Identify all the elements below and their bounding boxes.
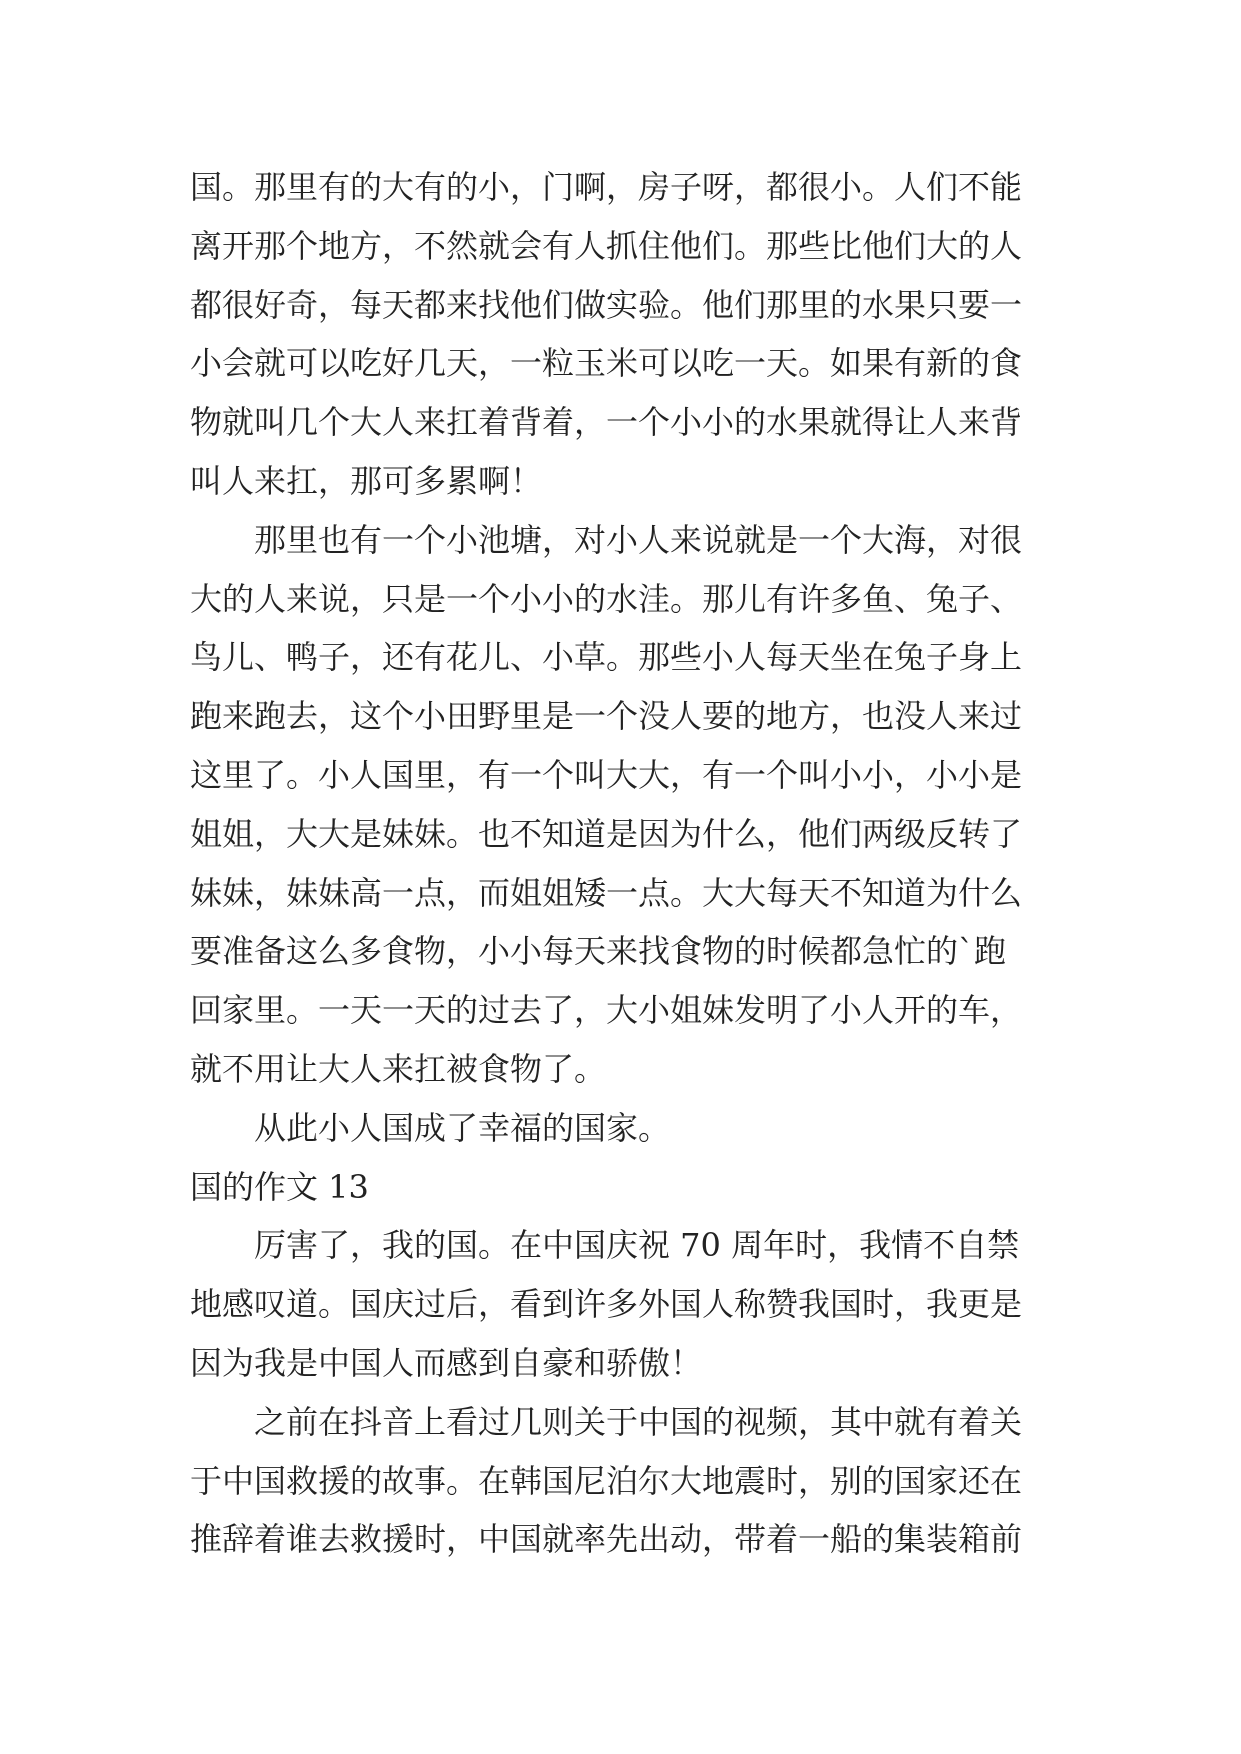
text-line: 都很好奇，每天都来找他们做实验。他们那里的水果只要一: [190, 285, 1023, 324]
paragraph-first-line: 那里也有一个小池塘，对小人来说就是一个大海，对很: [254, 520, 1023, 559]
text-line: 叫人来扛，那可多累啊！: [190, 461, 543, 500]
text-line: 回家里。一天一天的过去了，大小姐妹发明了小人开的车，: [190, 991, 1023, 1030]
text-line: 姐姐，大大是妹妹。也不知道是因为什么，他们两级反转了: [190, 814, 1023, 853]
paragraph-first-line: 从此小人国成了幸福的国家。: [254, 1108, 671, 1147]
document-body: [190, 158, 1052, 1569]
section-heading: 国的作文 13: [190, 1167, 369, 1206]
text-line: 妹妹，妹妹高一点，而姐姐矮一点。大大每天不知道为什么: [190, 873, 1023, 912]
text-line: 就不用让大人来扛被食物了。: [190, 1049, 607, 1088]
text-line: 小会就可以吃好几天，一粒玉米可以吃一天。如果有新的食: [190, 344, 1023, 383]
text-line: 推辞着谁去救援时，中国就率先出动，带着一船的集装箱前: [190, 1520, 1023, 1559]
text-line: 物就叫几个大人来扛着背着，一个小小的水果就得让人来背: [190, 403, 1023, 442]
text-line: 于中国救援的故事。在韩国尼泊尔大地震时，别的国家还在: [190, 1461, 1023, 1500]
text-line: 要准备这么多食物，小小每天来找食物的时候都急忙的`跑: [190, 932, 1007, 971]
text-line: 因为我是中国人而感到自豪和骄傲！: [190, 1343, 703, 1382]
paragraph-first-line: 厉害了，我的国。在中国庆祝 70 周年时，我情不自禁: [254, 1226, 1020, 1265]
text-line: 这里了。小人国里，有一个叫大大，有一个叫小小，小小是: [190, 755, 1023, 794]
text-line: 大的人来说，只是一个小小的水洼。那儿有许多鱼、兔子、: [190, 579, 1023, 618]
text-line: 鸟儿、鸭子，还有花儿、小草。那些小人每天坐在兔子身上: [190, 638, 1023, 677]
text-line: 跑来跑去，这个小田野里是一个没人要的地方，也没人来过: [190, 697, 1023, 736]
text-line: 离开那个地方，不然就会有人抓住他们。那些比他们大的人: [190, 226, 1023, 265]
text-line: 地感叹道。国庆过后，看到许多外国人称赞我国时，我更是: [190, 1285, 1023, 1324]
paragraph-first-line: 之前在抖音上看过几则关于中国的视频，其中就有着关: [254, 1402, 1023, 1441]
text-line: 国。那里有的大有的小，门啊，房子呀，都很小。人们不能: [190, 168, 1023, 206]
